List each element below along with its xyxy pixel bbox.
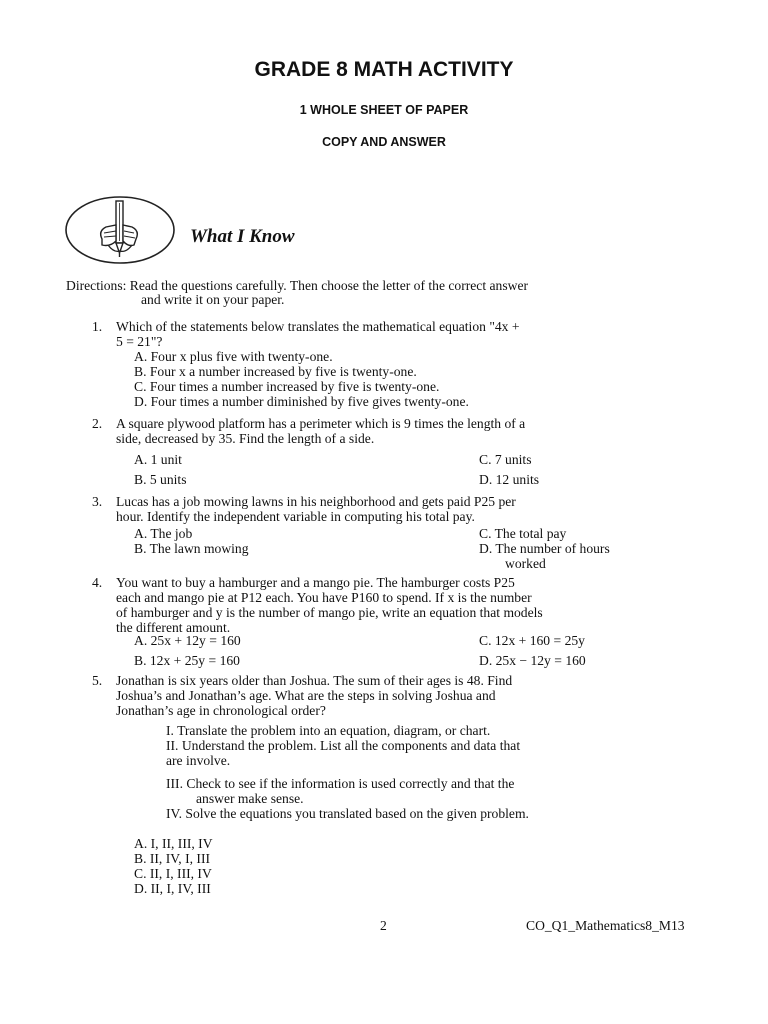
q4-stem-line-2: each and mango pie at P12 each. You have P160 to spend. If x is the number (116, 590, 532, 605)
q2-option-a: A. 1 unit (134, 452, 182, 467)
q5-option-b: B. II, IV, I, III (134, 851, 211, 866)
instruction-paper: 1 WHOLE SHEET OF PAPER (299, 103, 469, 117)
q1-stem-line-2: 5 = 21"? (116, 334, 163, 349)
q5-option-c: C. II, I, III, IV (134, 866, 212, 881)
q5-step-iv: IV. Solve the equations you translated based on the given problem. (166, 806, 529, 821)
q5-option-a: A. I, II, III, IV (134, 836, 213, 851)
page-title: GRADE 8 MATH ACTIVITY (254, 58, 514, 81)
hand-holding-pencil-icon (64, 195, 176, 265)
q5-option-d: D. II, I, IV, III (134, 881, 211, 896)
q3-option-d: D. The number of hours (479, 541, 610, 556)
q2-number: 2. (92, 416, 103, 431)
q1-stem-line-1: Which of the statements below translates the mathematical equation "4x + (116, 319, 520, 334)
q4-option-b: B. 12x + 25y = 160 (134, 653, 240, 668)
q5-stem-line-1: Jonathan is six years older than Joshua. The sum of their ages is 48. Find (116, 673, 513, 688)
q5-step-iii-continued: answer make sense. (196, 791, 304, 806)
q4-stem-line-1: You want to buy a hamburger and a mango pie. The hamburger costs P25 (116, 575, 515, 590)
q2-option-c: C. 7 units (479, 452, 532, 467)
q4-stem-line-3: of hamburger and y is the number of mango pie, write an equation that models (116, 605, 543, 620)
module-code: CO_Q1_Mathematics8_M13 (526, 918, 685, 933)
q3-stem-line-2: hour. Identify the independent variable in computing his total pay. (116, 509, 475, 524)
q4-option-d: D. 25x − 12y = 160 (479, 653, 586, 668)
q2-option-d: D. 12 units (479, 472, 540, 487)
instruction-copy: COPY AND ANSWER (322, 135, 446, 149)
q4-option-a: A. 25x + 12y = 160 (134, 633, 241, 648)
q3-option-d-continued: worked (505, 556, 546, 571)
q3-number: 3. (92, 494, 103, 509)
q5-stem-line-3: Jonathan’s age in chronological order? (116, 703, 326, 718)
q2-stem-line-2: side, decreased by 35. Find the length of a side. (116, 431, 375, 446)
q1-option-b: B. Four x a number increased by five is twenty-one. (134, 364, 417, 379)
q3-stem-line-1: Lucas has a job mowing lawns in his neighborhood and gets paid P25 per (116, 494, 516, 509)
directions-line-2: and write it on your paper. (141, 292, 285, 307)
q5-step-ii-continued: are involve. (166, 753, 231, 768)
q3-option-c: C. The total pay (479, 526, 567, 541)
q2-stem-line-1: A square plywood platform has a perimeter which is 9 times the length of a (116, 416, 526, 431)
q3-option-a: A. The job (134, 526, 193, 541)
section-title: What I Know (190, 226, 295, 247)
q5-stem-line-2: Joshua’s and Jonathan’s age. What are the steps in solving Joshua and (116, 688, 496, 703)
page-number: 2 (380, 918, 387, 933)
directions-line-1: Directions: Read the questions carefully. Then choose the letter of the correct answer (66, 278, 529, 293)
q1-option-a: A. Four x plus five with twenty-one. (134, 349, 333, 364)
q4-stem-line-4: the different amount. (116, 620, 231, 635)
q5-number: 5. (92, 673, 103, 688)
q5-step-i: I. Translate the problem into an equation, diagram, or chart. (166, 723, 491, 738)
q5-step-ii: II. Understand the problem. List all the components and data that (166, 738, 521, 753)
q1-option-d: D. Four times a number diminished by five gives twenty-one. (134, 394, 469, 409)
q3-option-b: B. The lawn mowing (134, 541, 249, 556)
q2-option-b: B. 5 units (134, 472, 187, 487)
q5-step-iii: III. Check to see if the information is used correctly and that the (166, 776, 515, 791)
q4-number: 4. (92, 575, 103, 590)
q1-option-c: C. Four times a number increased by five is twenty-one. (134, 379, 440, 394)
q1-number: 1. (92, 319, 103, 334)
q4-option-c: C. 12x + 160 = 25y (479, 633, 585, 648)
